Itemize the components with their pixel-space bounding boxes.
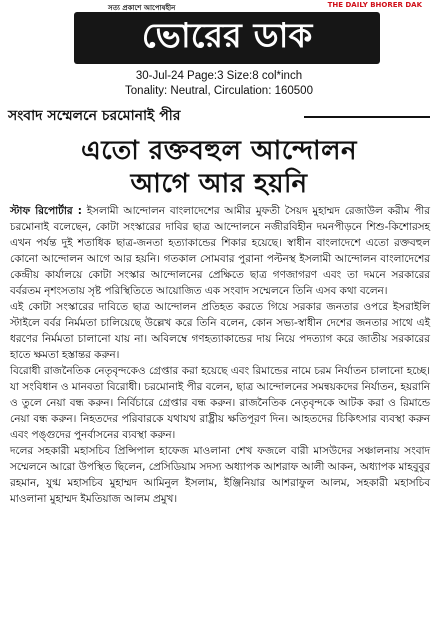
article-shoulder: সংবাদ সম্মেলনে চরমোনাই পীর [8,108,181,124]
clip-meta-tonality-circulation: Tonality: Neutral, Circulation: 160500 [125,85,313,97]
headline-line-2: আগে আর হয়নি [130,169,308,199]
masthead-tagline: সত্য প্রকাশে আপোষহীন [108,4,176,12]
article-paragraph: এই কোটা সংস্কারের দাবিতে ছাত্র আন্দোলন প্রতিহত করতে গিয়ে সরকার জনতার ওপরে ইসরাইলি স্টাইলে বর্বর নির্মমতা চালিয়েছে উল্লেখ করে তিনি বলেন, কোন সভ্য-স্বাধীন দেশের জনতার সাথে এই ধরণের নির্মমতা চালানো যায় না। অবিলম্বে গণহত্যাকান্ডের দায় নিয়ে পদত্যাগ করে জাতীয় সরকারের হাতে ক্ষমতা হস্তান্তর করুন। [10,301,430,361]
headline-line-1: এতো রক্তবহুল আন্দোলন [81,136,357,166]
byline: স্টাফ রিপোর্টার : [10,205,82,217]
clip-meta-date-size: 30-Jul-24 Page:3 Size:8 col*inch [135,70,303,82]
paragraph-text: ইসলামী আন্দোলন বাংলাদেশের আমীর মুফতী সৈয়দ মুহাম্মদ রেজাউল করীম পীর চরমোনাই বলেছেন, কোটা সংস্কারের দাবির ছাত্র আন্দোলনে নজীরবিহীন দমনপীড়নে শিশু-কিশোরসহ এখন পর্যন্ত দুই শতাধিক ছাত্র-জনতা হত্যাকান্ডের শিকার হয়েছে। স্বাধীন বাংলাদেশে এতো রক্তবহুল কোনো আন্দোলন আগে আর হয়নি। গতকাল সোমবার পুরানা পল্টনস্থ ইসলামী আন্দোলন বাংলাদেশের কেন্দ্রীয় কার্যালয়ে কোটা সংস্কার আন্দোলনের প্রেক্ষিতে ছাত্র গণজাগরণ এবং তা দমনে সরকারের বর্বরতম নৃশংসতায় সৃষ্ট পরিস্থিতিতে আয়োজিত এক সংবাদ সম্মেলনে তিনি এসব কথা বলেন। [10,205,430,297]
article-paragraph: দলের সহকারী মহাসচিব প্রিন্সিপাল হাফেজ মাওলানা শেখ ফজলে বারী মাসউদের সঞ্চালনায় সংবাদ সম্মেলনে আরো উপস্থিত ছিলেন, প্রেসিডিয়াম সদস্য অধ্যাপক আশরাফ আলী আকন, অধ্যাপক মাহবুবুর রহমান, যুগ্ম মহাসচিব মুহাম্মদ আমিনুল ইসলাম, ইঞ্জিনিয়ার আশরাফুল আলম, সহকারী মহাসচিব মাওলানা মুহাম্মদ ইমতিয়াজ আলম প্রমুখ। [10,445,430,505]
newspaper-masthead [28,0,428,66]
masthead-english-name: THE DAILY BHORER DAK [327,1,422,9]
newspaper-logo: ভোরের ডাক [74,12,380,64]
article-paragraph: বিরোধী রাজনৈতিক নেতৃবৃন্দকেও গ্রেপ্তার করা হয়েছে এবং রিমান্ডের নামে চরম নির্যাতন চালানো হচ্ছে। যা সংবিধান ও মানবতা বিরোধী। চরমোনাই পীর বলেন, ছাত্র আন্দোলনের সমন্বয়কদের নির্যাতন, হয়রানি ও তুলে নেয়া বন্ধ করুন। নির্বিচারে গ্রেপ্তার বন্ধ করুন। রাজনৈতিক নেতৃবৃন্দকে আটক করা ও রিমান্ডে নেয়া বন্ধ করুন। নিহতদের পরিবারকে যথাযথ রাষ্ট্রীয় ক্ষতিপূরণ দিন। আহতদের চিকিৎসার ব্যবস্থা করুন এবং পঙ্গুদের পুনর্বাসনের ব্যবস্থা করুন। [10,365,430,441]
article-paragraph [10,203,430,299]
article-body [10,203,430,507]
shoulder-rule [304,116,430,118]
